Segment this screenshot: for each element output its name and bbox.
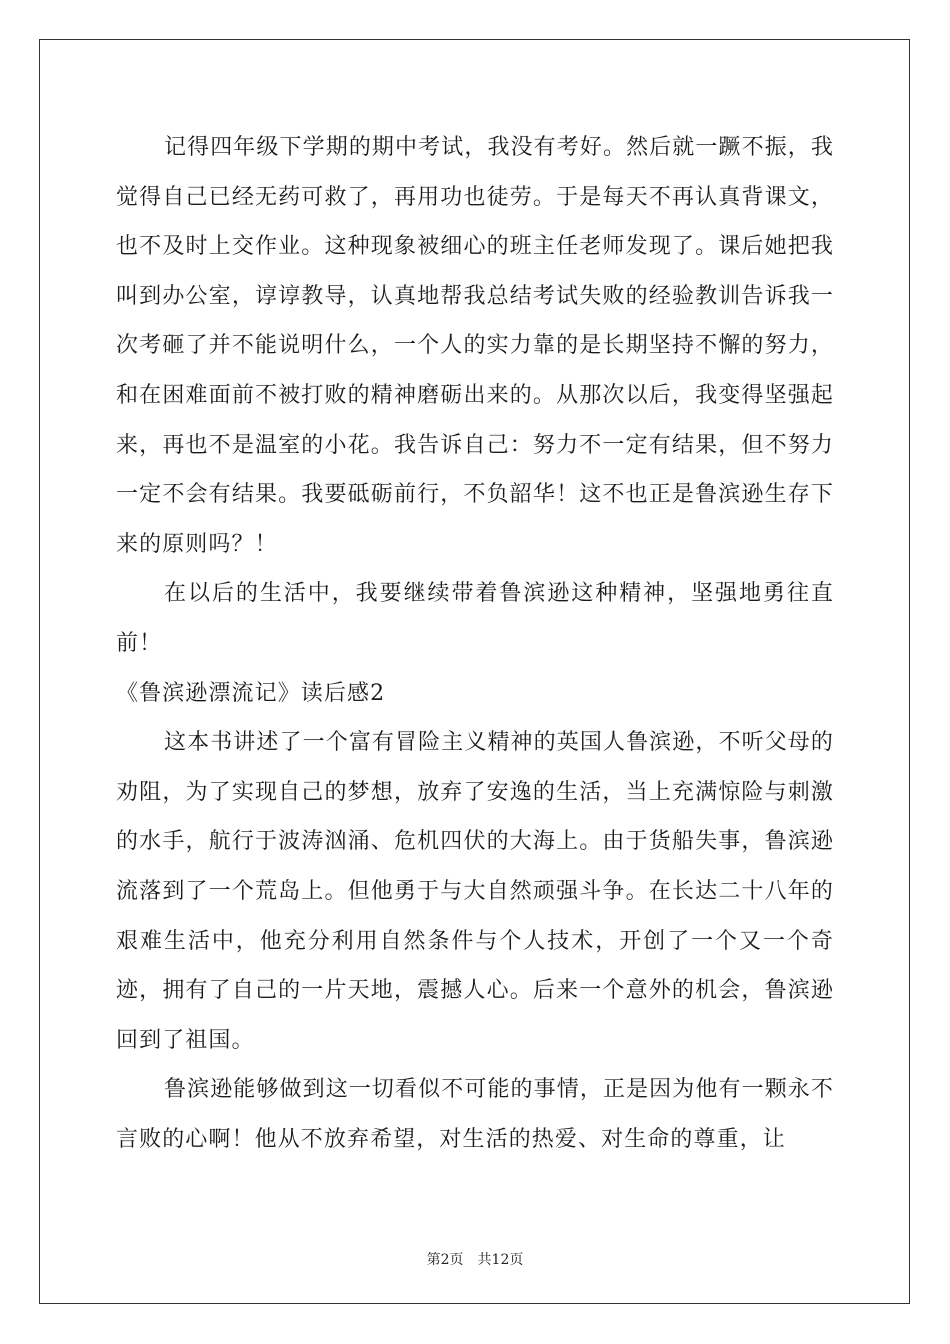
paragraph-book-summary: 这本书讲述了一个富有冒险主义精神的英国人鲁滨逊，不听父母的劝阻，为了实现自己的梦想，放弃了安逸的生活，当上充满惊险与刺激的水手，航行于波涛汹涌、危机四伏的大海上。由于货船失事，鲁滨逊流落到了一个荒岛上。但他勇于与大自然顽强斗争。在长达二十八年的艰难生活中，他充分利用自然条件与个人技术，开创了一个又一个奇迹，拥有了自己的一片天地，震撼人心。后来一个意外的机会，鲁滨逊回到了祖国。	[116, 730, 834, 1053]
paragraph-exam-reflection: 记得四年级下学期的期中考试，我没有考好。然后就一蹶不振，我觉得自己已经无药可救了，再用功也徒劳。于是每天不再认真背课文，也不及时上交作业。这种现象被细心的班主任老师发现了。课后她把我叫到办公室，谆谆教导，认真地帮我总结考试失败的经验教训告诉我一次考砸了并不能说明什么，一个人的实力靠的是长期坚持不懈的努力，和在困难面前不被打败的精神磨砺出来的。从那次以后，我变得坚强起来，再也不是温室的小花。我告诉自己：努力不一定有结果，但不努力一定不会有结果。我要砥砺前行，不负韶华！这不也正是鲁滨逊生存下来的原则吗？！	[116, 135, 834, 557]
paragraph-never-give-up: 鲁滨逊能够做到这一切看似不可能的事情，正是因为他有一颗永不言败的心啊！他从不放弃希望，对生活的热爱、对生命的尊重，让	[116, 1077, 834, 1152]
page-number: 第2页	[426, 1252, 464, 1268]
document-body	[116, 123, 834, 1164]
page-footer	[0, 1249, 950, 1269]
section-heading: 《鲁滨逊漂流记》读后感2	[116, 680, 386, 706]
page-total: 共12页	[477, 1252, 524, 1268]
paragraph-conclusion: 在以后的生活中，我要继续带着鲁滨逊这种精神，坚强地勇往直前！	[116, 581, 834, 656]
